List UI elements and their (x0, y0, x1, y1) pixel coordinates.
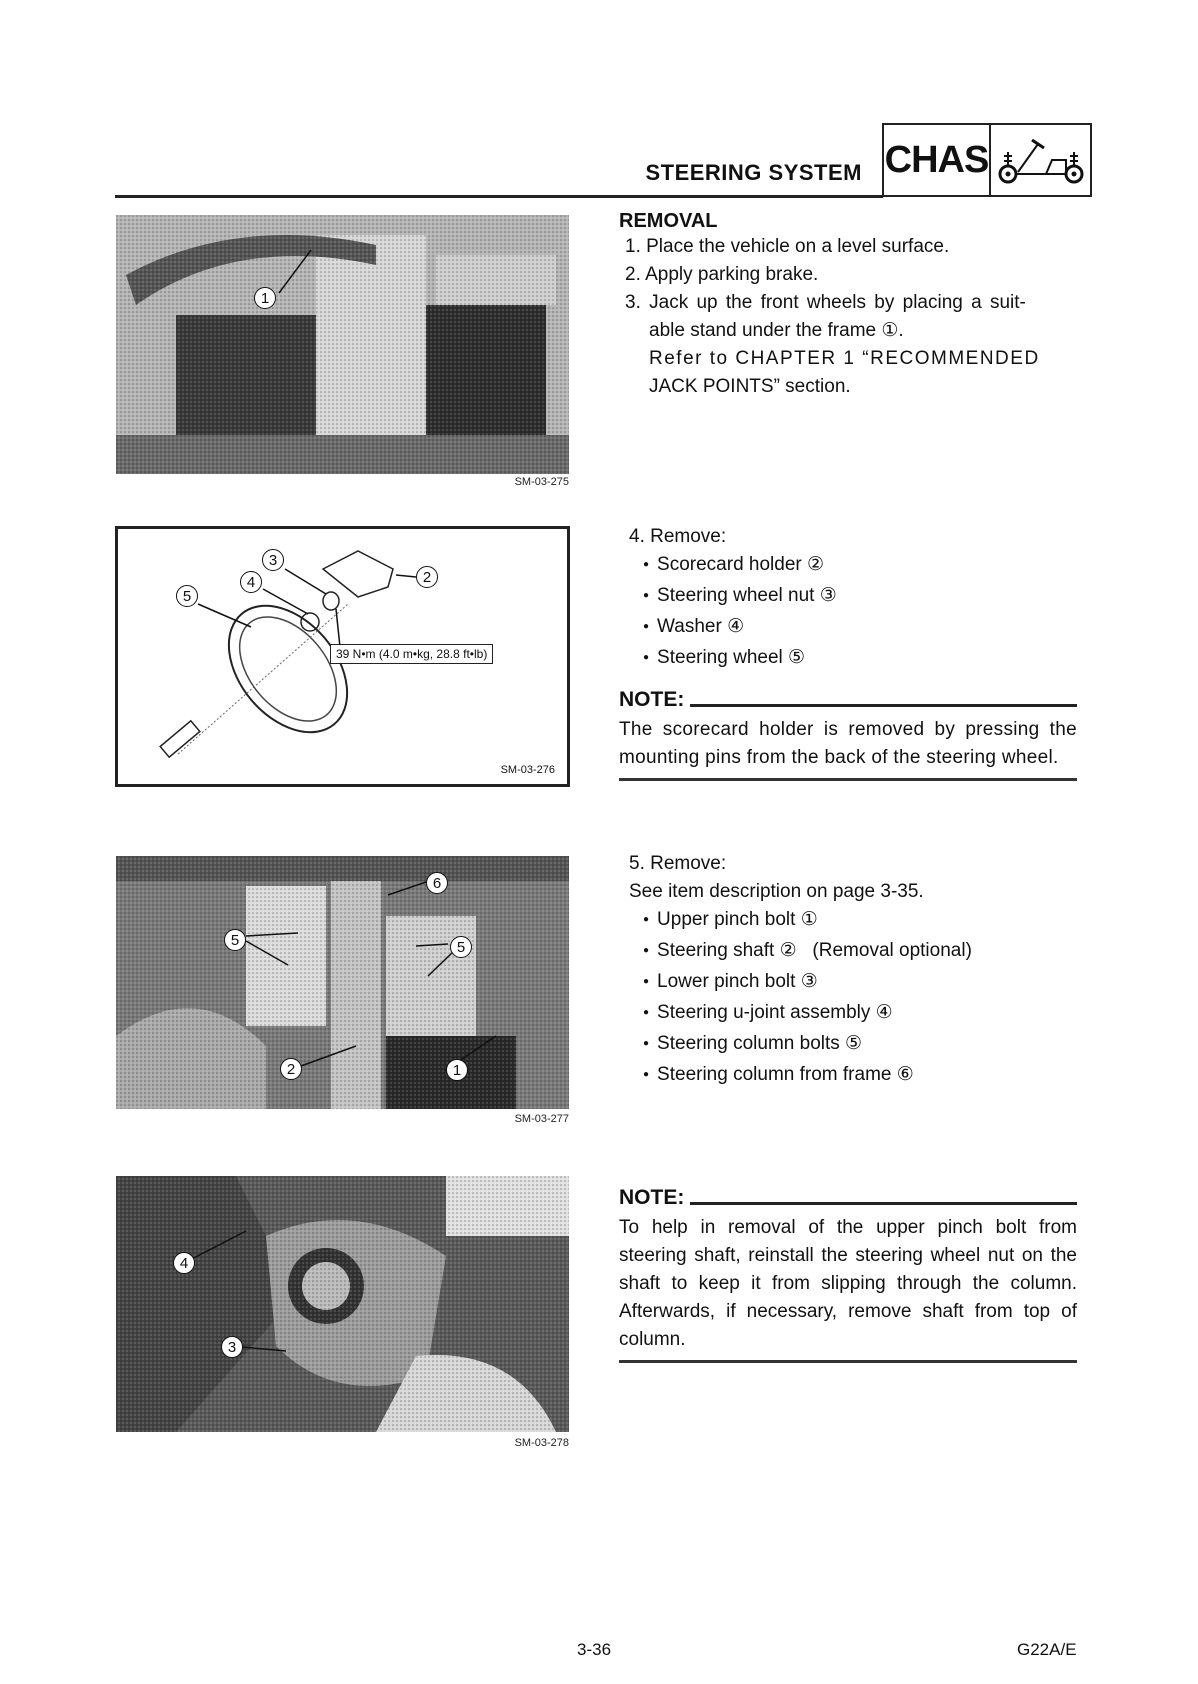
figure-id: SM-03-278 (514, 1437, 569, 1449)
step-1: 1. Place the vehicle on a level surface. (625, 236, 950, 257)
list-item: ● Lower pinch bolt ③ (643, 968, 1077, 999)
figure-id: SM-03-277 (514, 1113, 569, 1125)
steering-wheel-exploded-diagram (115, 526, 570, 787)
note-text: The scorecard holder is removed by pressing the mounting pins from the back of the steering wheel. (619, 719, 1077, 768)
chassis-badge (882, 123, 1092, 197)
figure-id: SM-03-276 (500, 764, 555, 776)
note-end-rule (619, 1360, 1077, 1363)
list-item: ● Upper pinch bolt ① (643, 906, 1077, 937)
step-4-title: 4. Remove: (629, 526, 727, 547)
section-title: STEERING SYSTEM (645, 160, 862, 185)
callout-1: 1 (254, 287, 276, 309)
page-number: 3-36 (577, 1640, 612, 1659)
golf-cart-tool-icon (991, 125, 1090, 195)
list-item: ● Steering shaft ② (Removal optional) (643, 937, 1077, 968)
step-3-cont: able stand under the frame ①. (649, 320, 904, 341)
callout-6: 6 (426, 872, 448, 894)
callout-4: 4 (240, 571, 262, 593)
model-code: G22A/E (1017, 1640, 1077, 1659)
step-3: 3. Jack up the front wheels by placing a suit- (625, 292, 1026, 313)
list-item: ● Steering wheel nut ③ (643, 582, 1077, 613)
removal-heading: REMOVAL (619, 210, 718, 232)
note-heading: NOTE: (619, 688, 1077, 712)
list-item: ● Steering wheel ⑤ (643, 644, 1077, 675)
callout-1: 1 (446, 1059, 468, 1081)
list-item: ● Washer ④ (643, 613, 1077, 644)
callout-2: 2 (416, 566, 438, 588)
torque-spec: 39 N•m (4.0 m•kg, 28.8 ft•lb) (330, 644, 493, 664)
note-text: To help in removal of the upper pinch bolt from steering shaft, reinstall the steering wheel nut on the shaft to keep it from slipping through the column. Afterwards, if necessary, remove shaft from top of column. (619, 1217, 1077, 1350)
header-rule (115, 195, 883, 198)
step-5-title: 5. Remove: (629, 853, 727, 874)
step-2: 2. Apply parking brake. (625, 264, 819, 285)
callout-4: 4 (173, 1252, 195, 1274)
photo-steering-column (116, 856, 569, 1109)
step-3-ref: Refer to CHAPTER 1 “RECOMMENDED (649, 348, 1040, 369)
callout-3: 3 (262, 549, 284, 571)
note-heading: NOTE: (619, 1186, 1077, 1210)
photo-jack-stand (116, 215, 569, 474)
callout-5: 5 (224, 929, 246, 951)
photo-u-joint (116, 1176, 569, 1432)
note-end-rule (619, 778, 1077, 781)
figure-id: SM-03-275 (514, 476, 569, 488)
list-item: ● Steering u-joint assembly ④ (643, 999, 1077, 1030)
callout-3: 3 (221, 1336, 243, 1358)
list-item: ● Scorecard holder ② (643, 551, 1077, 582)
callout-2: 2 (280, 1058, 302, 1080)
step-3-ref-cont: JACK POINTS” section. (649, 376, 851, 397)
chas-label: CHAS (884, 125, 991, 195)
list-item: ● Steering column from frame ⑥ (643, 1061, 1077, 1092)
step-5-reference: See item description on page 3-35. (629, 881, 924, 902)
list-item: ● Steering column bolts ⑤ (643, 1030, 1077, 1061)
callout-5: 5 (176, 585, 198, 607)
callout-5: 5 (450, 936, 472, 958)
